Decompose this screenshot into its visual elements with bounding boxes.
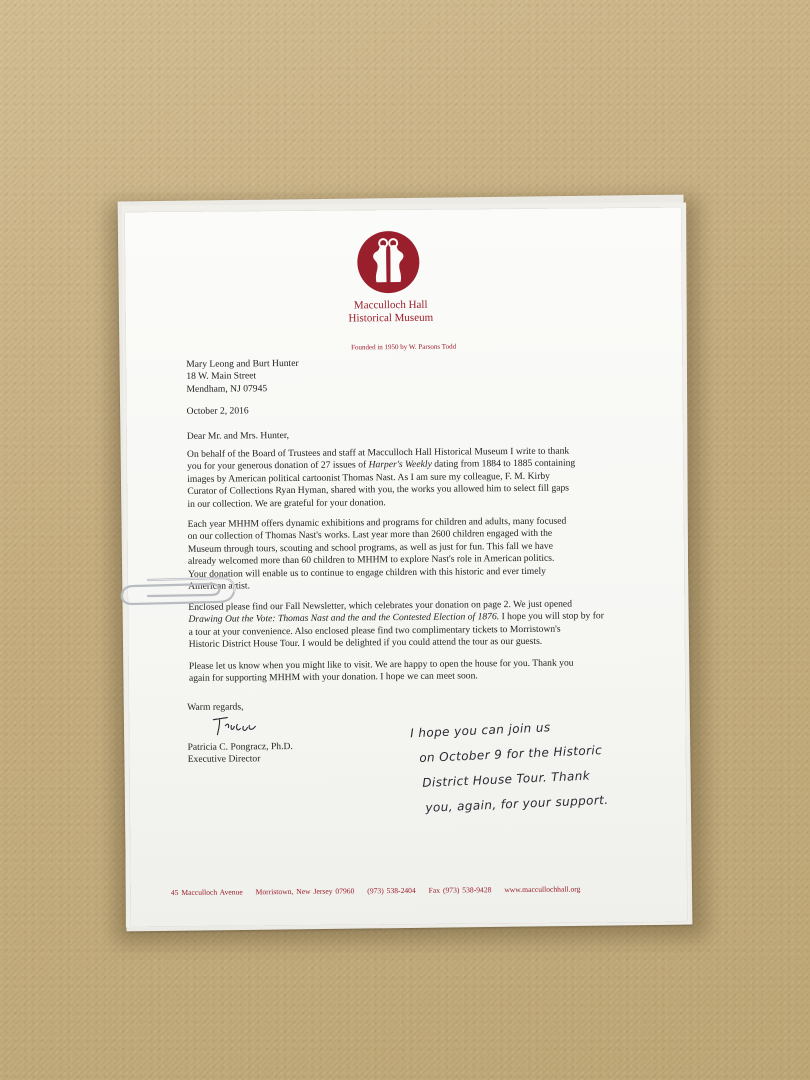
p4-line: again for supporting MHHM with your donation. I hope we can meet soon.: [188, 670, 478, 685]
footer-city: Morristown, New Jersey 07960: [255, 886, 355, 897]
note-line: I hope you can join us: [409, 720, 551, 741]
p3-line: Enclosed please find our Fall Newsletter, which celebrates your donation on page 2. We just opened: [188, 598, 573, 613]
note-line: District House Tour. Thank: [422, 768, 591, 790]
handwritten-signature: [209, 713, 259, 737]
p1-line: images by American political cartoonist Thomas Nast. As I am sure my colleague, F. M. Kirby: [187, 470, 551, 485]
paragraph-1: [187, 446, 576, 511]
recipient-address: [186, 358, 299, 396]
exhibition-title: Drawing Out the Vote: Thomas Nast and the and the Contested Election of 1876.: [188, 611, 500, 626]
founded-tagline: Founded in 1950 by W. Parsons Todd: [351, 342, 457, 352]
p2-line: Each year MHHM offers dynamic exhibitions and programs for children and adults, many focused: [187, 515, 567, 530]
org-name-line2: Historical Museum: [348, 311, 434, 325]
note-line: you, again, for your support.: [425, 792, 609, 815]
p1-line: On behalf of the Board of Trustees and staff at Macculloch Hall Historical Museum I write to thank: [186, 445, 570, 460]
footer-fax: Fax (973) 538-9428: [428, 885, 492, 895]
letter-date: October 2, 2016: [186, 405, 249, 417]
p4-line: Please let us know when you might like to visit. We are happy to open the house for you. Thank you: [188, 657, 574, 672]
letterhead-footer: [171, 884, 591, 897]
p2-line: Your donation will enable us to continue to engage children with this historic and ever timely: [188, 565, 547, 580]
p3-line: Drawing Out the Vote: Thomas Nast and the and the Contested Election of 1876. I hope you will stop by for: [188, 610, 604, 626]
paragraph-3: [188, 598, 604, 651]
p2-line: already welcomed more than 60 children to MHHM to explore Nast's role in American politics.: [187, 552, 555, 568]
signer-title: Executive Director: [187, 753, 261, 766]
letter-page: [125, 208, 687, 927]
closing: Warm regards,: [187, 701, 244, 713]
p3-line: Historic District House Tour. I would be delighted if you could attend the tour as our guests.: [188, 636, 543, 651]
org-name-line1: Macculloch Hall: [353, 298, 428, 312]
handwritten-note: [410, 713, 609, 821]
paperclip-icon: [118, 572, 238, 608]
salutation: Dear Mr. and Mrs. Hunter,: [186, 430, 290, 442]
footer-phone: (973) 538-2404: [367, 885, 416, 896]
museum-logo-icon: [356, 230, 421, 295]
p3-line: a tour at your convenience. Also enclosed please find two complimentary tickets to Morristown's: [188, 623, 561, 638]
recipient-city: Mendham, NJ 07945: [186, 383, 268, 395]
paragraph-4: [189, 658, 574, 686]
p2-line: Museum through tours, scouting and school programs, as well as just for fun. This fall we have: [187, 540, 553, 555]
recipient-names: Mary Leong and Burt Hunter: [186, 357, 299, 370]
footer-website: www.maccullochhall.org: [504, 884, 581, 895]
p1-line: you for your generous donation of 27 issues of Harper's Weekly dating from 1884 to 1885 containing: [187, 457, 576, 473]
signer-name: Patricia C. Pongracz, Ph.D.: [187, 740, 293, 753]
p1-line: in our collection. We are grateful for your donation.: [187, 496, 386, 510]
paragraph-2: [188, 516, 567, 594]
recipient-street: 18 W. Main Street: [186, 370, 257, 383]
p2-line: American artist.: [188, 580, 251, 592]
signer-block: [188, 741, 293, 767]
p1-line: Curator of Collections Ryan Hyman, shared with you, the works you allowed him to select fill gaps: [187, 482, 570, 498]
p2-line: on our collection of Thomas Nast's works. Last year more than 2600 children engaged with the: [187, 528, 553, 543]
note-line: on October 9 for the Historic: [418, 743, 603, 766]
publication-title: Harper's Weekly: [368, 459, 432, 471]
footer-address: 45 Macculloch Avenue: [170, 887, 243, 898]
